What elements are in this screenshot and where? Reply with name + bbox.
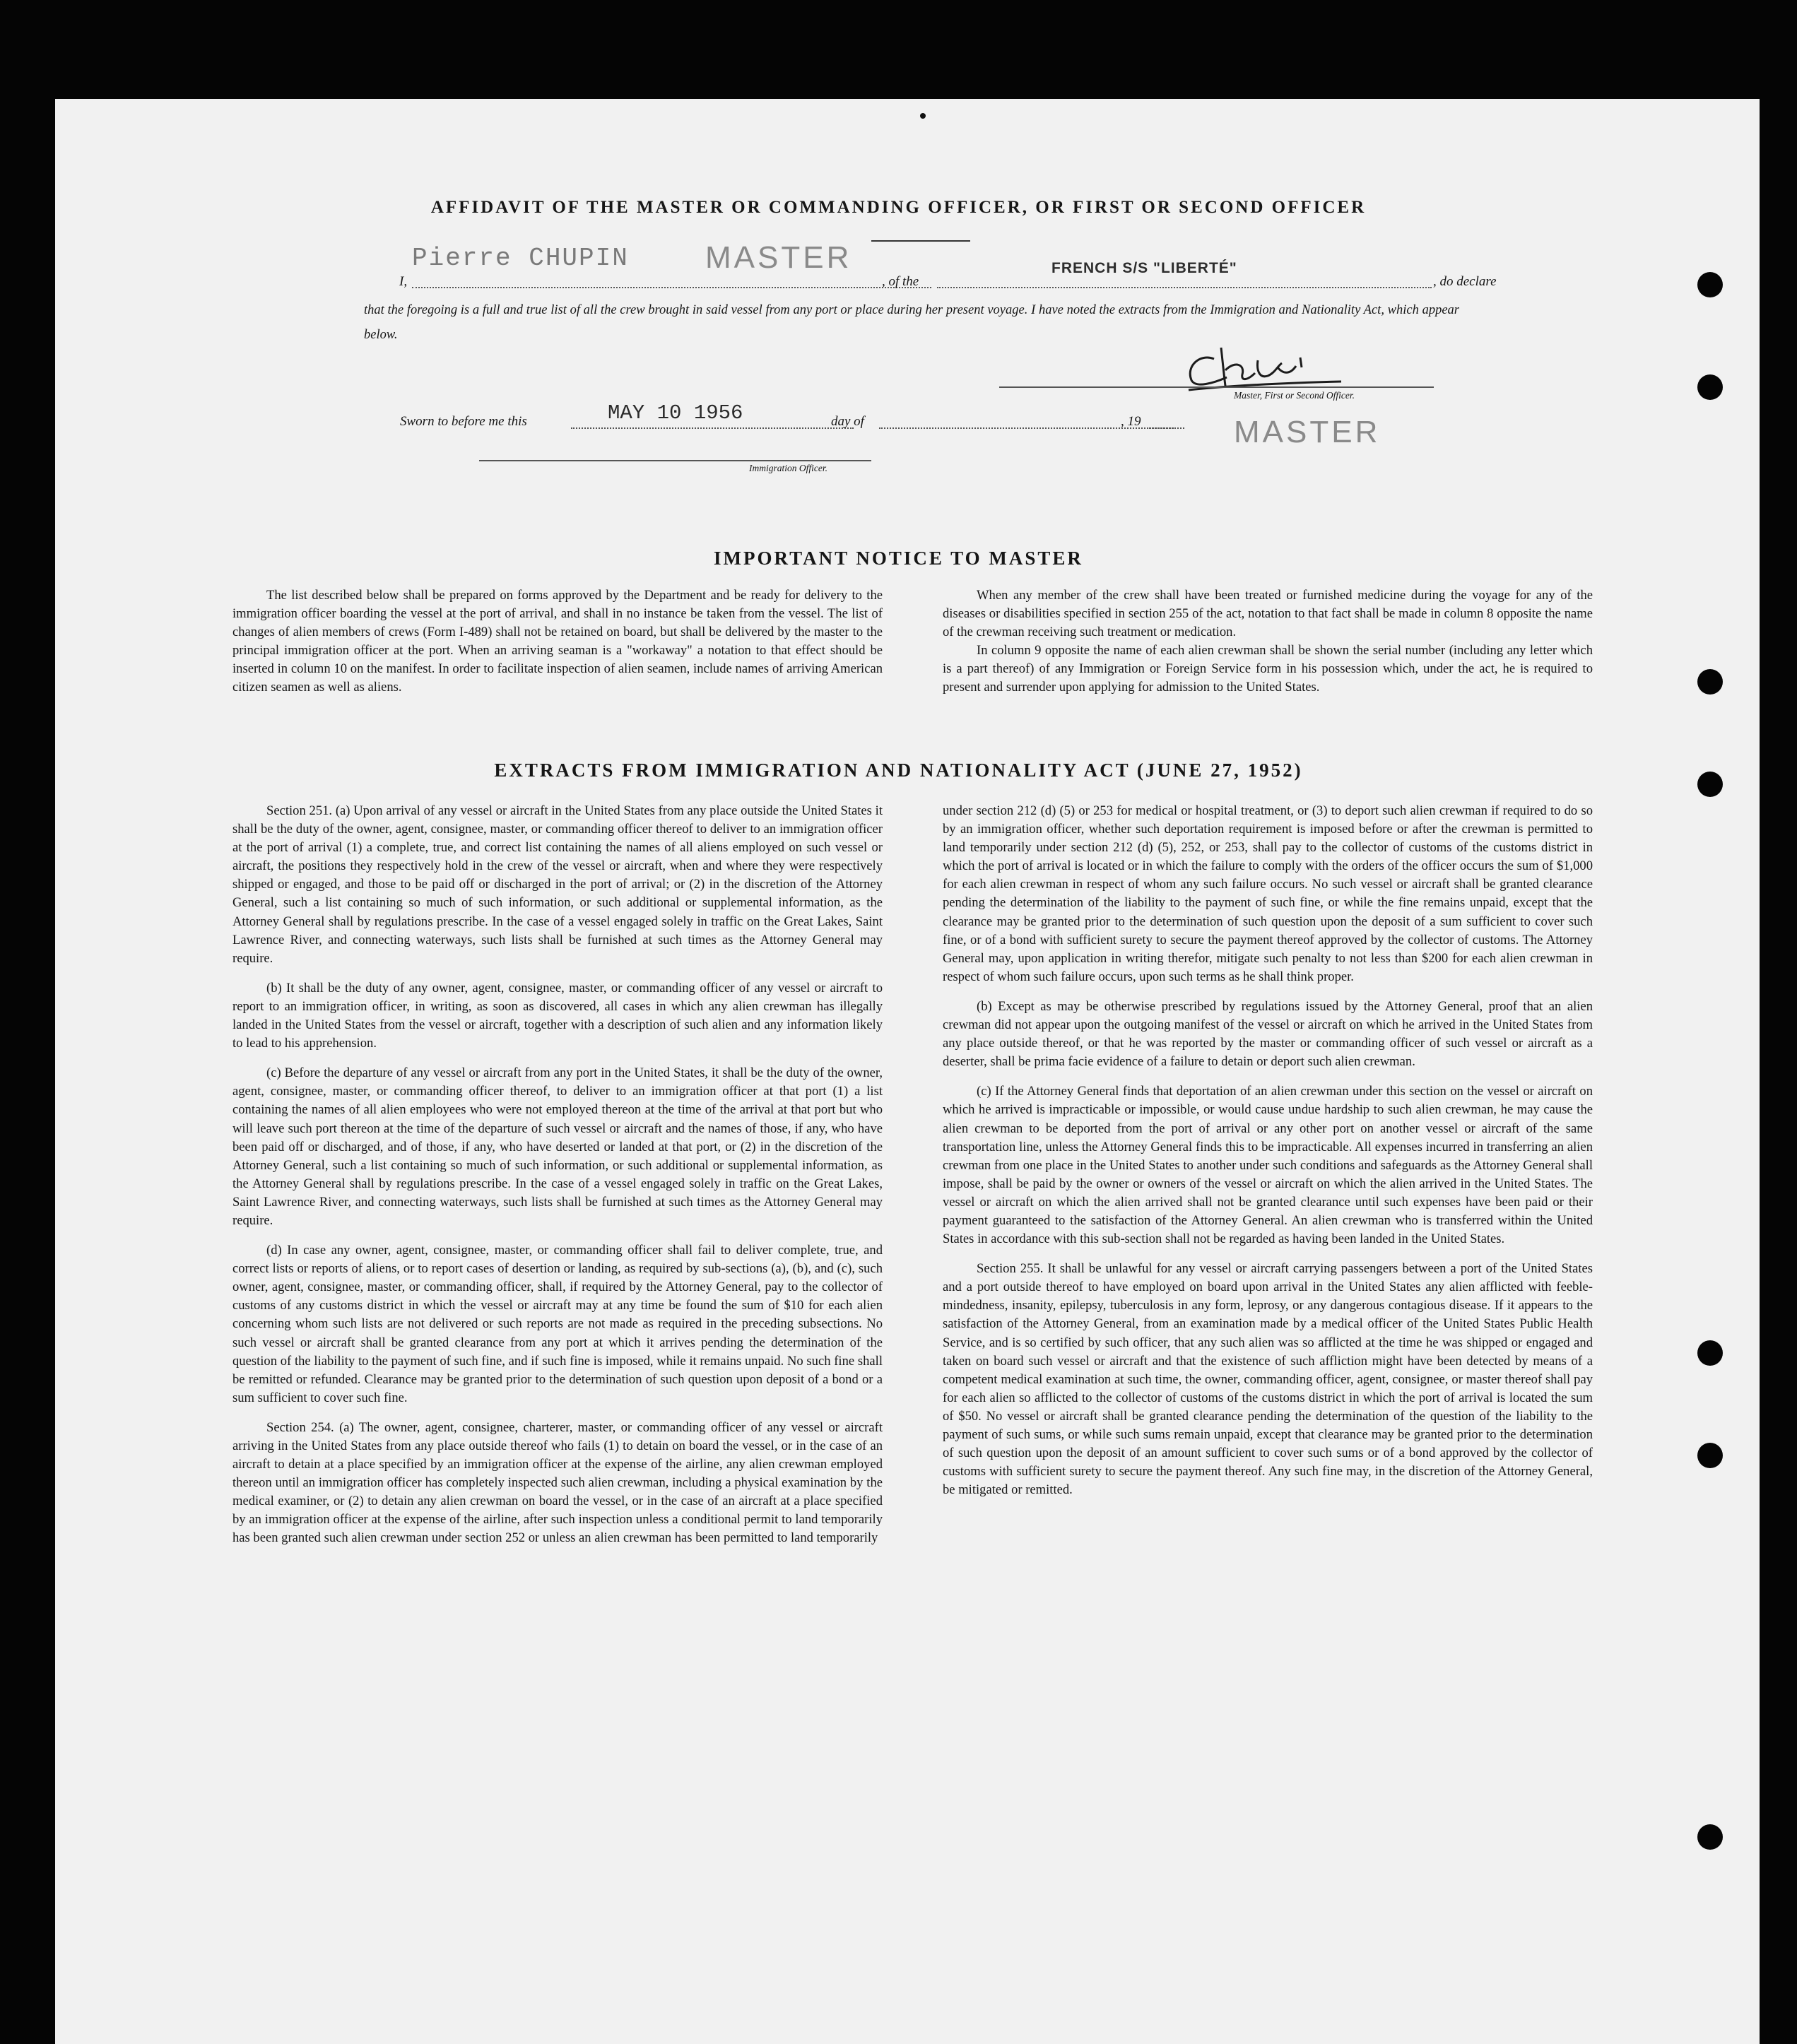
vessel-line bbox=[937, 287, 1432, 288]
punch-hole bbox=[1697, 669, 1723, 695]
section-251-b: (b) It shall be the duty of any owner, agent, consignee, master, or commanding officer of any vessel or aircraft to report to an immigration officer, in writing, as soon as discovered, all cases in which any alien crewman has illegally landed in the United States from the vessel or aircraft, together with a description of such alien and any information likely to lead to his apprehension. bbox=[232, 980, 883, 1051]
affidavit-title: AFFIDAVIT OF THE MASTER OR COMMANDING OFFICER, OR FIRST OR SECOND OFFICER bbox=[430, 198, 1367, 217]
section-255: Section 255. It shall be unlawful for any vessel or aircraft carrying passengers between a port of the United States and a port outside thereof to have employed on board upon arrival in the United States any alien afflicted with feeble-mindedness, insanity, epilepsy, tuberculosis in any form, leprosy, or any dangerous contagious disease. If it appears to the satisfaction of the Attorney General, from an examination made by a medical officer of the United States Public Health Service, and is so certified by such officer, that any such alien was so afflicted at the time he was shipped or engaged and taken on board such vessel or aircraft and that the existence of such affliction might have been detected by means of a competent medical examination at such time, the owner, commanding officer, agent, consignee, or master thereof shall pay for each alien so afflicted to the collector of customs of the customs district in which the port of arrival is located the sum of $50. No vessel or aircraft shall be granted clearance pending the determination of the question of the liability to the payment of such sums, or while such sums remain unpaid, except that clearance may be granted prior to the determination of such question upon the deposit of an amount sufficient to cover such sums or of a bond approved by the collector of customs with sufficient surety to secure the payment thereof. Any such fine may, in the discretion of the Attorney General, be mitigated or remitted. bbox=[943, 1261, 1593, 1498]
of-the-label: , of the bbox=[882, 274, 919, 289]
year-line bbox=[1149, 427, 1184, 429]
extracts-left-column bbox=[232, 802, 883, 1559]
immigration-officer-line bbox=[479, 460, 871, 461]
punch-hole bbox=[1697, 1443, 1723, 1468]
section-251-d: (d) In case any owner, agent, consignee, master, or commanding officer shall fail to deliver complete, true, and correct lists or reports of aliens, or to report cases of desertion or landing, as required by sub-sections (a), (b), and (c), such owner, agent, consignee, master, or commanding officer, shall, if required by the Attorney General, pay to the collector of customs of any customs district in which the vessel or aircraft may at any time be found the sum of $10 for each alien concerning whom such lists are not delivered or such reports are not made as required in the preceding subsections. No such vessel or aircraft shall be granted clearance from any port at which it arrives pending the determination of the question of the liability to the payment of such fine, and if such fine is imposed, while it remains unpaid. No such fine shall be remitted or refunded. Clearance may be granted prior to the determination of such question upon deposit of a bond or a sum sufficient to cover such fine. bbox=[232, 1243, 883, 1405]
notice-right-column bbox=[943, 586, 1593, 709]
punch-hole bbox=[1697, 374, 1723, 400]
document-page bbox=[55, 99, 1760, 2044]
section-254-b: (b) Except as may be otherwise prescribed by regulations issued by the Attorney General, proof that an alien crewman did not appear upon the outgoing manifest of the vessel or aircraft on which he arrived in the United States from any place outside thereof, or that he was reported by the master or commanding officer of such vessel or aircraft as a deserter, shall be prima facie evidence of a failure to detain or deport such alien crewman. bbox=[943, 998, 1593, 1070]
extracts-title: EXTRACTS FROM IMMIGRATION AND NATIONALITY ACT (JUNE 27, 1952) bbox=[494, 760, 1303, 781]
sworn-label: Sworn to before me this bbox=[400, 414, 527, 429]
section-251-c: (c) Before the departure of any vessel or aircraft from any port in the United States, it shall be the duty of the owner, agent, consignee, master, or commanding officer thereof, to deliver to an immigration officer at that port (1) a list containing the names of all alien employees who were not employed thereon at the time of the arrival at that port but who will leave such port thereon at the time of the departure of such vessel or aircraft and the names of those, if any, who have been paid off or discharged, and of those, if any, who have deserted or landed at that port, or (2) in the discretion of the Attorney General, such a list containing so much of such information, or such additional or supplemental information, as the Attorney General shall by regulations prescribe. In the case of a vessel engaged solely in traffic on the Great Lakes, Saint Lawrence River, and connecting waterways, such lists shall be furnished at such times as the Attorney General may require. bbox=[232, 1065, 883, 1228]
notice-left-column bbox=[232, 586, 883, 709]
punch-hole bbox=[1697, 1340, 1723, 1366]
section-254-a-continued: under section 212 (d) (5) or 253 for medical or hospital treatment, or (3) to deport such alien crewman if required to do so by an immigration officer, whether such deportation requirement is imposed before or after the crewman is permitted to land temporarily under section 212 (d) (5), 252, or 253, shall pay to the collector of customs of the customs district in which the port of arrival is located or in which the failure to comply with the orders of the officer occurs the sum of $1,000 for each alien crewman in respect of whom any such failure occurs. No such vessel or aircraft shall be granted clearance pending the determination of the liability to the payment of such fine, or while the fine remains unpaid, except that the clearance may be granted prior to the determination of such question upon the deposit of a sum sufficient to cover such fine, or of a bond with sufficient surety to secure the payment thereof approved by the collector of customs. The Attorney General may, upon application in writing therefor, mitigate such penalty to not less than $200 for each alien crewman in respect of whom such failure occurs, upon such terms as he shall think proper. bbox=[943, 803, 1593, 984]
notice-right-paragraph-1: When any member of the crew shall have been treated or furnished medicine during the voyage for any of the diseases or disabilities specified in section 255 of the act, notation to that fact shall be made in column 8 opposite the name of the crewman receiving such treatment or medication. bbox=[943, 588, 1593, 640]
officer-stamp: MASTER bbox=[1234, 415, 1381, 449]
notice-left-paragraph: The list described below shall be prepared on forms approved by the Department and be ready for delivery to the immigration officer boarding the vessel at the port of arrival, and shall in no instance be taken from the vessel. The list of changes of alien members of crews (Form I-489) shall not be retained on board, but shall be delivered by the master to the principal immigration officer at the port. When an arriving seaman is a "workaway" a notation to that effect should be inserted in column 10 on the manifest. In order to facilitate inspection of alien seamen, include names of arriving American citizen seamen as well as aliens. bbox=[232, 588, 883, 695]
vessel-name: FRENCH S/S "LIBERTÉ" bbox=[1051, 260, 1237, 276]
immigration-officer-caption: Immigration Officer. bbox=[749, 463, 827, 473]
name-line bbox=[412, 287, 931, 288]
punch-hole bbox=[1697, 1824, 1723, 1850]
sworn-date-line bbox=[571, 427, 854, 429]
master-name: Pierre CHUPIN bbox=[412, 244, 629, 273]
officer-signature-line bbox=[999, 386, 1434, 388]
section-254-a: Section 254. (a) The owner, agent, consignee, charterer, master, or commanding officer of any vessel or aircraft arriving in the United States from any place outside thereof who fails (1) to detain on board the vessel, or in the case of an aircraft to detain at a place specified by an immigration officer at the expense of the airline, any alien crewman employed thereon until an immigration officer has completely inspected such alien crewman, including a physical examination by the medical examiner, or (2) to detain any alien crewman on board the vessel, or in the case of an aircraft at a place specified by an immigration officer at the expense of the airline, after such inspection unless a conditional permit to land temporarily has been granted such alien crewman under section 252 or unless an alien crewman has been permitted to land temporarily bbox=[232, 1419, 883, 1546]
title-rule bbox=[871, 240, 970, 242]
day-of-label: day of bbox=[831, 414, 864, 429]
punch-hole bbox=[1697, 772, 1723, 797]
speck-mark bbox=[920, 113, 926, 119]
officer-caption: Master, First or Second Officer. bbox=[1234, 390, 1355, 401]
declaration-text: that the foregoing is a full and true list of all the crew brought in said vessel from any port or place during her present voyage. I have noted the extracts from the Immigration and Nationality Act, which appear below. bbox=[364, 303, 1459, 342]
punch-hole bbox=[1697, 272, 1723, 297]
do-declare-label: , do declare bbox=[1433, 274, 1497, 289]
i-label: I, bbox=[399, 274, 408, 289]
notice-title: IMPORTANT NOTICE TO MASTER bbox=[714, 548, 1083, 569]
extracts-right-column bbox=[943, 802, 1593, 1511]
section-254-c: (c) If the Attorney General finds that deportation of an alien crewman under this section on the vessel or aircraft on which he arrived is impracticable or impossible, or would cause undue hardship to such alien crewman, he may cause the alien crewman to be deported from the port of arrival or any other port on another vessel or aircraft of the same transportation line, unless the Attorney General finds this to be impracticable. All expenses incurred in transferring an alien crewman from one place in the United States to another under such conditions and safeguards as the Attorney General shall impose, shall be paid by the owner or owners of the vessel or aircraft on which the alien arrived in the United States. The vessel or aircraft on which the alien arrived shall not be granted clearance until such expenses have been paid or their payment guaranteed to the satisfaction of the Attorney General. An alien crewman who is transferred within the United States in accordance with this sub-section shall not be regarded as having been landed in the United States. bbox=[943, 1084, 1593, 1247]
section-251-a: Section 251. (a) Upon arrival of any vessel or aircraft in the United States from any place outside the United States it shall be the duty of the owner, agent, consignee, master, or commanding officer thereof to deliver to an immigration officer at the port of arrival (1) a complete, true, and correct list containing the names of all aliens employed on such vessel or aircraft, the positions they respectively hold in the crew of the vessel or aircraft, when and where they were respectively shipped or engaged, and those to be paid off or discharged in the port of arrival; or (2) in the discretion of the Attorney General, such a list containing so much of such information, or such additional or supplemental information, as the Attorney General shall by regulations prescribe. In the case of a vessel engaged solely in traffic on the Great Lakes, Saint Lawrence River, and connecting waterways, such lists shall be furnished at such times as the Attorney General may require. bbox=[232, 803, 883, 966]
rank-stamp: MASTER bbox=[705, 240, 852, 275]
sworn-date: MAY 10 1956 bbox=[608, 401, 743, 425]
year-prefix: , 19 bbox=[1121, 414, 1141, 429]
notice-right-paragraph-2: In column 9 opposite the name of each alien crewman shall be shown the serial number (including any letter which is a part thereof) of any Immigration or Foreign Service form in his possession which, under the act, he is required to present and surrender upon applying for admission to the United States. bbox=[943, 643, 1593, 695]
